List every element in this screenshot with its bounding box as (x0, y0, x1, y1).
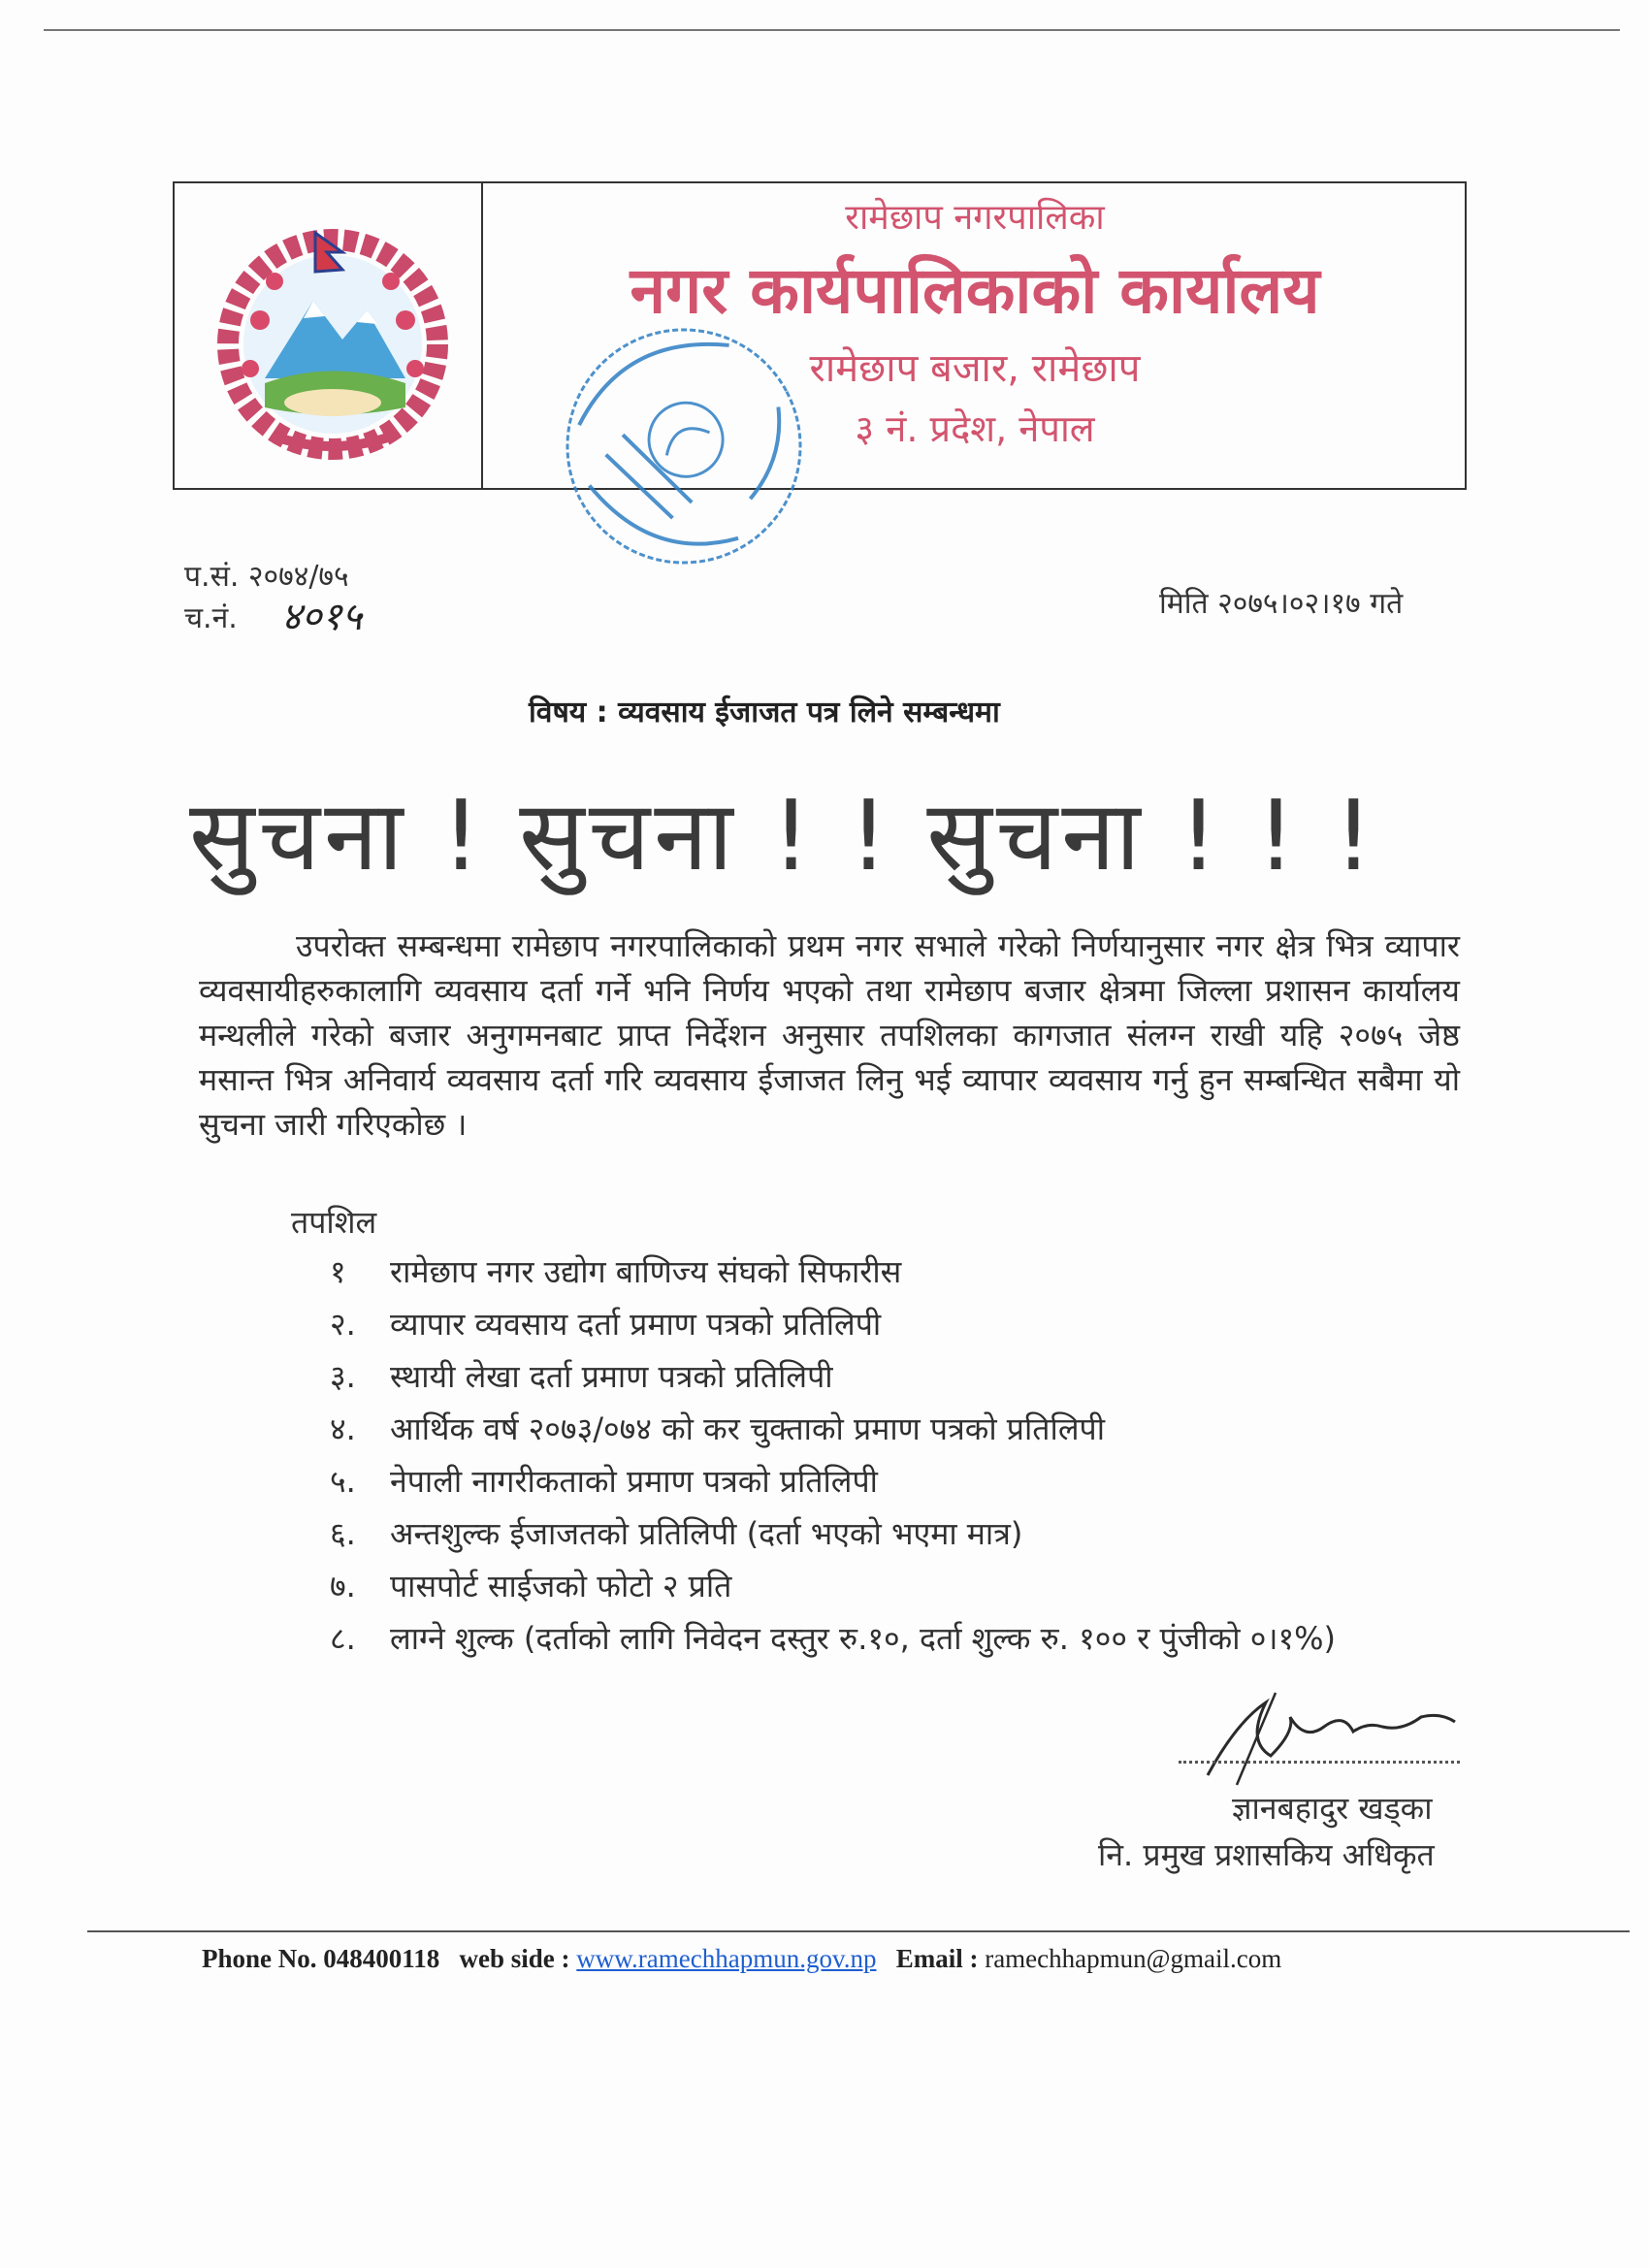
list-item: १ रामेछाप नगर उद्योग बाणिज्य संघको सिफारीस (330, 1253, 902, 1290)
office-address: रामेछाप बजार, रामेछाप (809, 346, 1141, 391)
website-link[interactable]: www.ramechhapmun.gov.np (576, 1944, 877, 1973)
notice-body-text: उपरोक्त सम्बन्धमा रामेछाप नगरपालिकाको प्रथम नगर सभाले गरेको निर्णयानुसार नगर क्षेत्र भित्र व्यापार व्यवसायीहरुकालागि व्यवसाय दर्ता गर्ने भनि निर्णय भएको तथा रामेछाप बजार क्षेत्रमा जिल्ला प्रशासन कार्यालय मन्थलीले गरेको बजार अनुगमनबाट प्राप्त निर्देशन अनुसार तपशिलका कागजात संलग्न राखी यहि २०७५ जेष्ठ मसान्त भित्र अनिवार्य व्यवसाय दर्ता गरि व्यवसाय ईजाजत लिनु भई व्यापार व्यवसाय गर्नु हुन सम्बन्धित सबैमा यो सुचना जारी गरिएकोछ । (199, 927, 1460, 1143)
signature-line (1179, 1761, 1460, 1764)
notice-headline: सुचना ! सुचना ! ! सुचना ! ! ! (189, 779, 1377, 892)
nepal-emblem-icon (207, 213, 459, 466)
office-seal-stamp (543, 310, 824, 582)
list-item: ५. नेपाली नागरीकताको प्रमाण पत्रको प्रतिलिपी (330, 1463, 878, 1500)
office-name: नगर कार्यपालिकाको कार्यालय (630, 253, 1320, 328)
list-item: ४. आर्थिक वर्ष २०७३/०७४ को कर चुक्ताको प्रमाण पत्रको प्रतिलिपी (330, 1410, 1105, 1447)
letter-date: मिति २०७५।०२।१७ गते (1159, 587, 1404, 621)
municipality-name: रामेछाप नगरपालिका (845, 198, 1105, 238)
list-item: ८. लाग्ने शुल्क (दर्ताको लागि निवेदन दस्तुर रु.१०, दर्ता शुल्क रु. १०० र पुंजीको ०।१%) (330, 1620, 1336, 1657)
list-item: ६. अन्तशुल्क ईजाजतको प्रतिलिपी (दर्ता भएको भएमा मात्र) (330, 1515, 1023, 1552)
list-title: तपशिल (291, 1204, 377, 1241)
subject-line: विषय : व्यवसाय ईजाजत पत्र लिने सम्बन्धमा (529, 696, 1000, 729)
top-rule (44, 29, 1620, 31)
web-label: web side : (459, 1944, 570, 1973)
list-item: २. व्यापार व्यवसाय दर्ता प्रमाण पत्रको प्रतिलिपी (330, 1306, 882, 1343)
signatory-role: नि. प्रमुख प्रशासकिय अधिकृत (1098, 1836, 1435, 1873)
email-label: Email : (895, 1944, 979, 1973)
chalani-number-handwritten: ४०१५ (281, 595, 363, 639)
signatory-name: ज्ञानबहादुर खड्का (1232, 1790, 1433, 1827)
phone-number: 048400118 (323, 1944, 440, 1973)
province-country: ३ नं. प्रदेश, नेपाल (855, 407, 1095, 450)
footer-contact (202, 1944, 1281, 1974)
footer-rule (87, 1930, 1630, 1932)
email-address[interactable]: ramechhapmun@gmail.com (985, 1944, 1282, 1973)
notice-body (199, 923, 1460, 1147)
list-item: ३. स्थायी लेखा दर्ता प्रमाण पत्रको प्रतिलिपी (330, 1358, 833, 1395)
patra-sankhya: प.सं. २०७४/७५ (184, 560, 349, 594)
signature-icon (1179, 1683, 1470, 1790)
letterhead-divider (481, 183, 483, 488)
chalani-label: च.नं. (184, 601, 238, 635)
phone-label: Phone No. (202, 1944, 317, 1973)
requirements-list (330, 1246, 1336, 1665)
list-item: ७. पासपोर्ट साईजको फोटो २ प्रति (330, 1568, 732, 1604)
